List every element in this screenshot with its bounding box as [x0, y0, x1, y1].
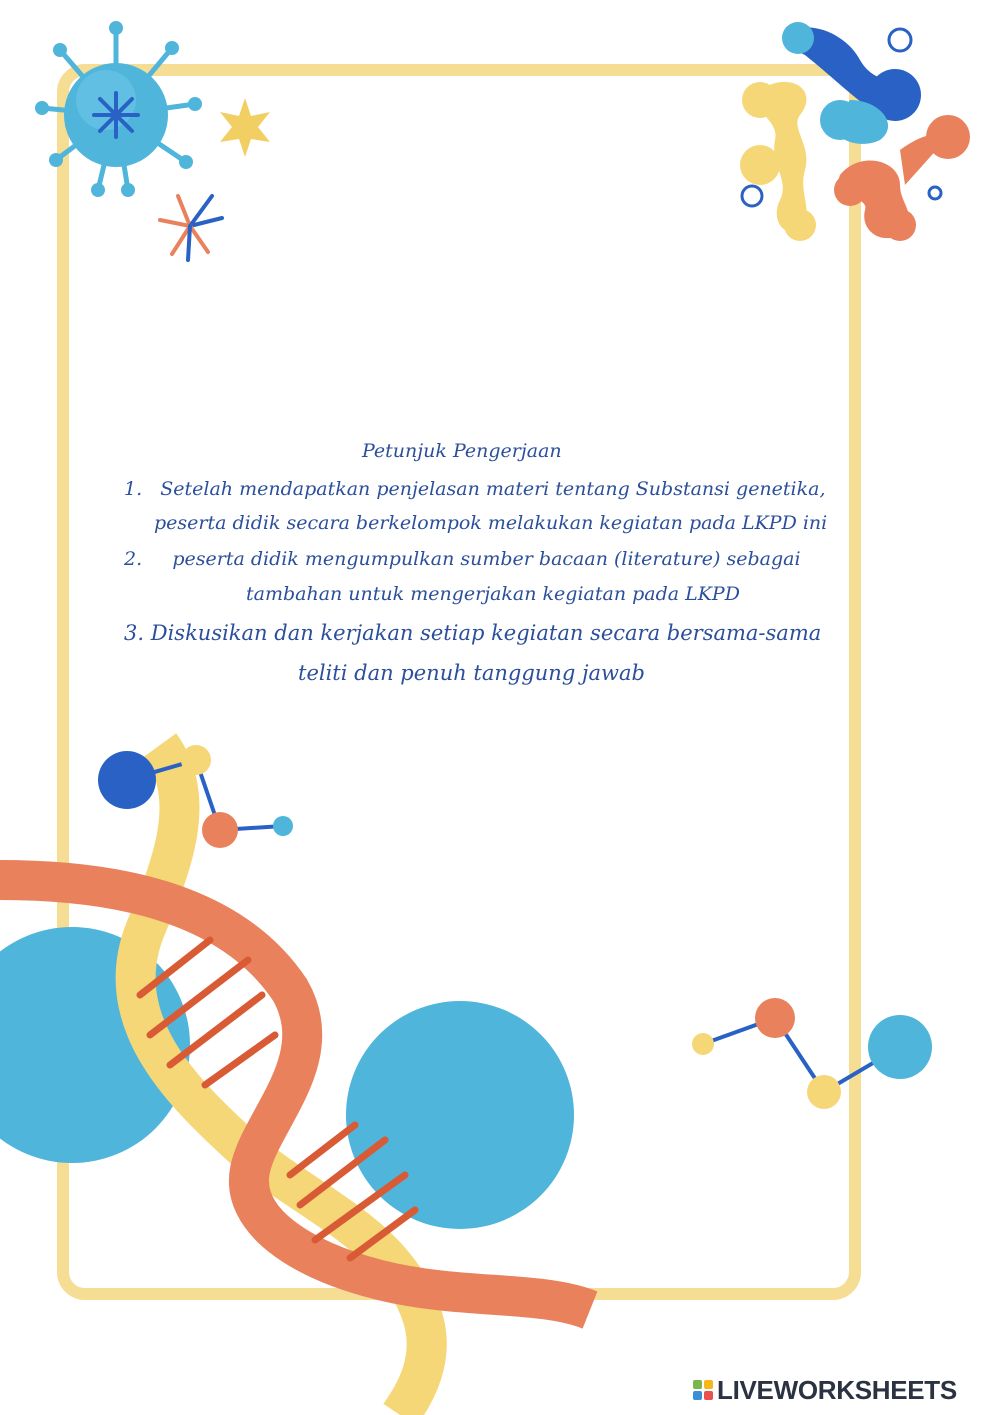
brand-name: LIVEWORKSHEETS	[717, 1374, 957, 1405]
instruction-item-2-line-1	[124, 548, 801, 570]
item-3-text: Diskusikan dan kerjakan setiap kegiatan secara bersama-sama	[150, 621, 822, 645]
logo-square-l	[693, 1380, 702, 1389]
instructions-title: Petunjuk Pengerjaan	[362, 440, 562, 462]
item-1-number: 1.	[124, 478, 143, 500]
molecule-cluster-icon	[740, 22, 970, 241]
instruction-item-1-line-1	[124, 478, 826, 500]
item-1-text: Setelah mendapatkan penjelasan materi tentang Substansi genetika,	[160, 478, 826, 500]
virus-icon	[35, 21, 202, 197]
star-icon	[220, 98, 270, 157]
instruction-item-2-line-2: tambahan untuk mengerjakan kegiatan pada LKPD	[246, 583, 740, 605]
burst-icon	[160, 196, 222, 260]
instruction-item-1-line-2: peserta didik secara berkelompok melakukan kegiatan pada LKPD ini	[154, 512, 828, 534]
item-2-number: 2.	[124, 548, 143, 570]
liveworksheets-logo-icon	[693, 1380, 713, 1400]
molecule-right-icon	[692, 998, 932, 1109]
logo-square-i	[704, 1380, 713, 1389]
instruction-item-3-line-2: teliti dan penuh tanggung jawab	[298, 661, 645, 685]
logo-square-e	[704, 1391, 713, 1400]
liveworksheets-brand[interactable]	[693, 1376, 957, 1404]
item-3-number: 3.	[124, 621, 145, 645]
item-2-text: peserta didik mengumpulkan sumber bacaan (literature) sebagai	[172, 548, 801, 570]
logo-square-v	[693, 1391, 702, 1400]
instruction-item-3-line-1	[124, 621, 821, 645]
